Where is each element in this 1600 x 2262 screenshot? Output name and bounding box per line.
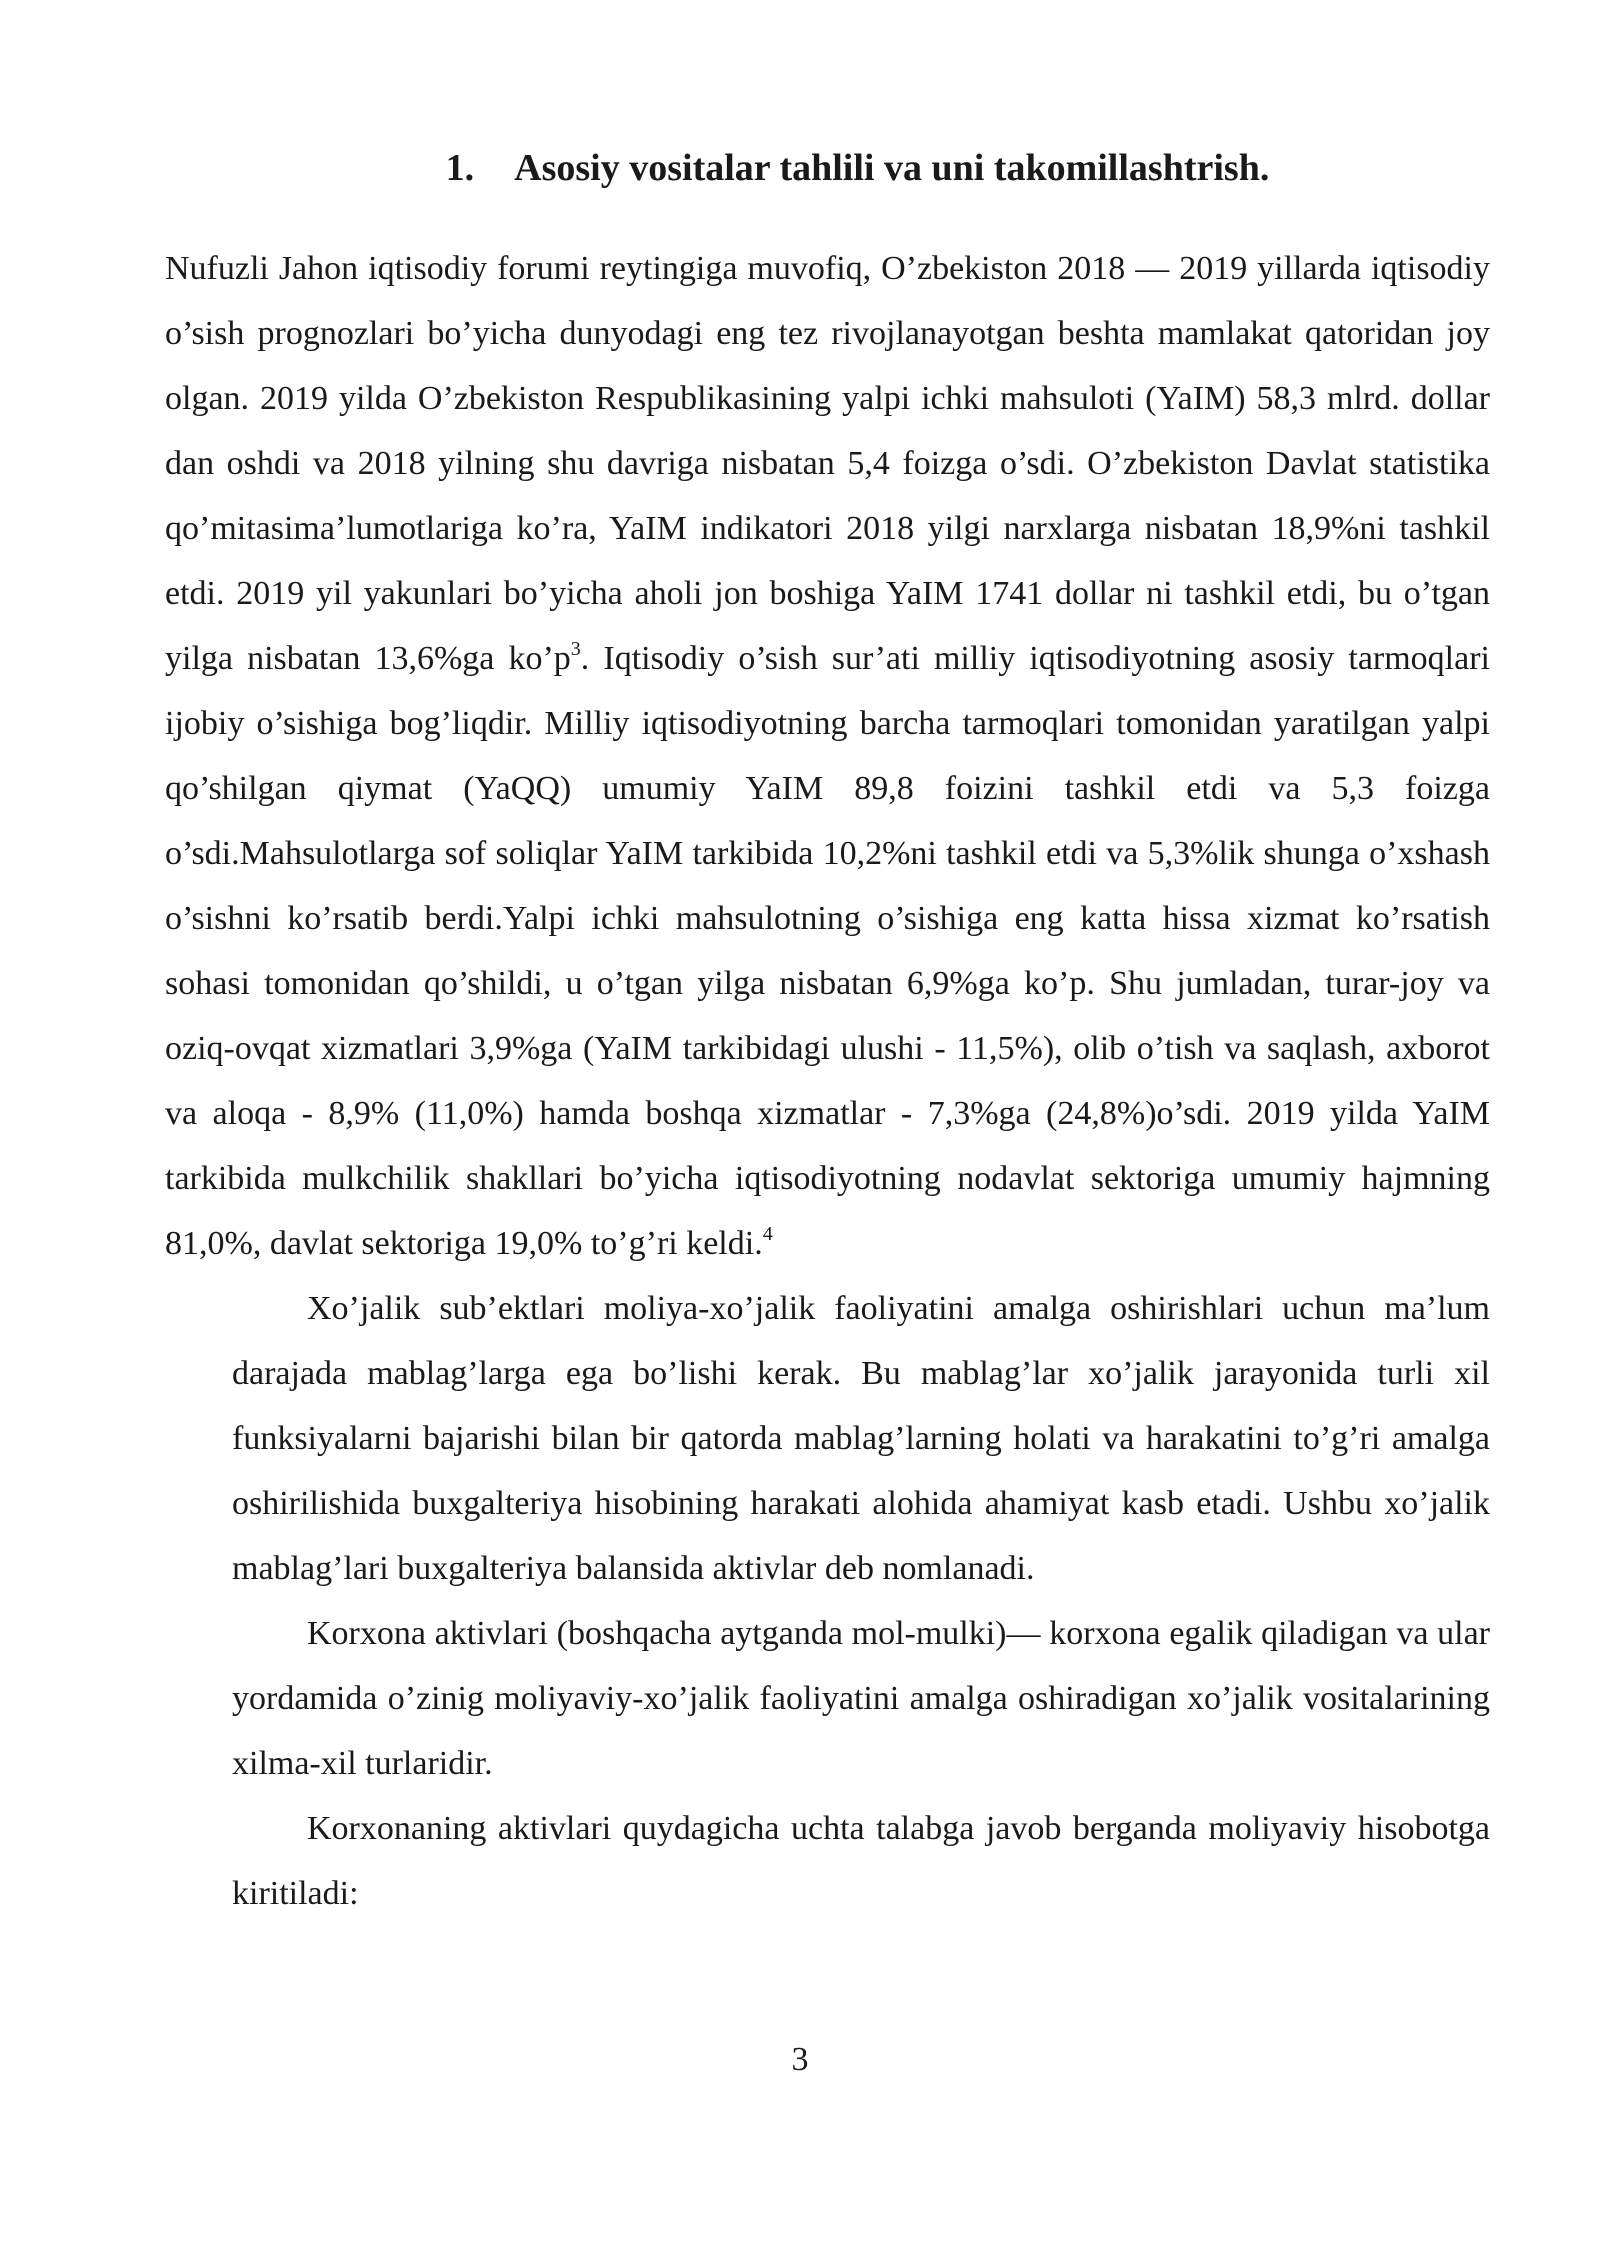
paragraph-1-text-continued: . Iqtisodiy o’sish sur’ati milliy iqtisodiyotning asosiy tarmoqlari ijobiy o’sishiga bog’liqdir. Milliy iqtisodiyotning barcha tarmoqlari tomonidan yaratilgan yalpi qo’shilgan qiymat (YaQQ) umumiy YaIM 89,8 foizini tashkil etdi va 5,3 foizga o’sdi.Mahsulotlarga sof soliqlar YaIM tarkibida 10,2%ni tashkil etdi va 5,3%lik shunga o’xshash o’sishni ko’rsatib berdi.Yalpi ichki mahsulotning o’sishiga eng katta hissa xizmat ko’rsatish sohasi tomonidan qo’shildi, u o’tgan yilga nisbatan 6,9%ga ko’p. Shu jumladan, turar-joy va oziq-ovqat xizmatlari 3,9%ga (YaIM tarkibidagi ulushi - 11,5%), olib o’tish va saqlash, axborot va aloqa - 8,9% (11,0%) hamda boshqa xizmatlar - 7,3%ga (24,8%)o’sdi. 2019 yilda YaIM tarkibida mulkchilik shakllari bo’yicha iqtisodiyotning nodavlat sektoriga umumiy hajmning 81,0%, davlat sektoriga 19,0% to’g’ri keldi.: [165, 640, 1490, 1262]
section-title: Asosiy vositalar tahlili va uni takomillashtrish.: [514, 147, 1270, 189]
page-number: 3: [791, 2041, 809, 2078]
paragraph-2: Xo’jalik sub’ektlari moliya-xo’jalik faoliyatini amalga oshirishlari uchun ma’lum darajada mablag’larga ega bo’lishi kerak. Bu mablag’lar xo’jalik jarayonida turli xil funksiyalarni bajarishi bilan bir qatorda mablag’larning holati va harakatini to’g’ri amalga oshirilishida buxgalteriya hisobining harakati alohida ahamiyat kasb etadi. Ushbu xo’jalik mablag’lari buxgalteriya balansida aktivlar deb nomlanadi.: [232, 1290, 1490, 1587]
section-heading: [165, 140, 1490, 196]
footnote-ref-4[interactable]: 4: [762, 1222, 773, 1245]
paragraph-1: [165, 236, 1490, 1276]
page-content: [165, 140, 1490, 1926]
section-number: 1.: [445, 147, 475, 189]
paragraph-4: Korxonaning aktivlari quydagicha uchta talabga javob berganda moliyaviy hisobotga kiritiladi:: [232, 1810, 1490, 1912]
footnote-ref-3[interactable]: 3: [570, 637, 581, 660]
paragraph-1-text: Nufuzli Jahon iqtisodiy forumi reytingiga muvofiq, O’zbekiston 2018 — 2019 yillarda iqtisodiy o’sish prognozlari bo’yicha dunyodagi eng tez rivojlanayotgan beshta mamlakat qatoridan joy olgan. 2019 yilda O’zbekiston Respublikasining yalpi ichki mahsuloti (YaIM) 58,3 mlrd. dollar dan oshdi va 2018 yilning shu davriga nisbatan 5,4 foizga o’sdi. O’zbekiston Davlat statistika qo’mitasima’lumotlariga ko’ra, YaIM indikatori 2018 yilgi narxlarga nisbatan 18,9%ni tashkil etdi. 2019 yil yakunlari bo’yicha aholi jon boshiga YaIM 1741 dollar ni tashkil etdi, bu o’tgan yilga nisbatan 13,6%ga ko’p: [165, 250, 1490, 677]
paragraph-3: Korxona aktivlari (boshqacha aytganda mol-mulki)— korxona egalik qiladigan va ular yordamida o’zinig moliyaviy-xo’jalik faoliyatini amalga oshiradigan xo’jalik vositalarining xilma-xil turlaridir.: [232, 1615, 1490, 1782]
